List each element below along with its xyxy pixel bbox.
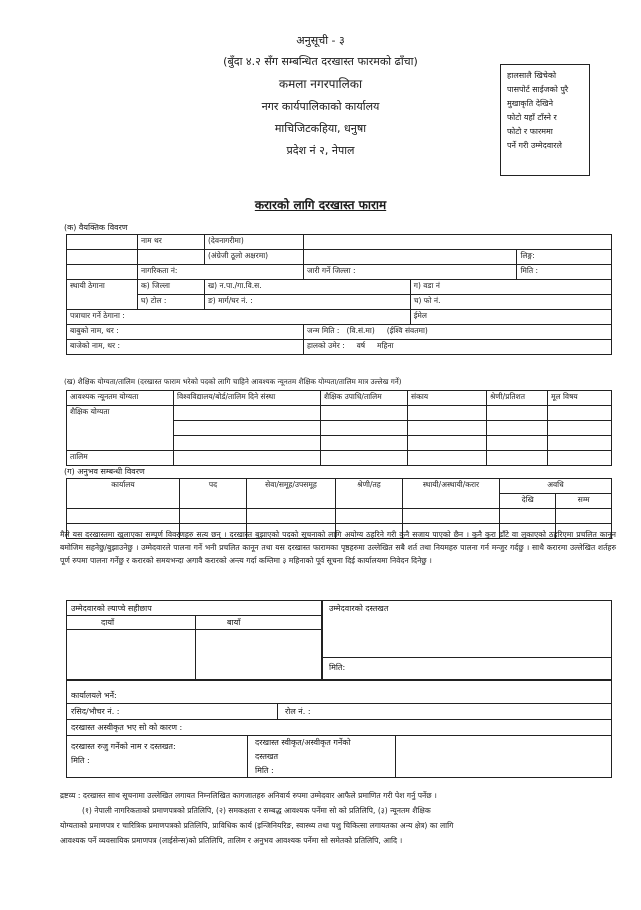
footnote-line: योग्यताको प्रमाणपत्र र चारित्रिक प्रमाणपत्रको प्रतिलिपि, प्राविधिक कार्य (इन्जिनियरिङ, स्वास्थ्य तथा पशु चिकित्सा लगायतका अन्य क्षेत्र) का लागि	[60, 821, 454, 830]
training-row-label: तालिम	[67, 451, 174, 466]
education-col-header: संकाय	[408, 391, 487, 406]
left-thumb-label: बायाँ	[227, 618, 241, 627]
province: प्रदेश नं २, नेपाल	[286, 144, 355, 157]
education-col-header: विश्वविद्यालय/बोर्ड/तालिम दिने संस्था	[174, 391, 321, 406]
candidate-sign-box[interactable]	[322, 600, 612, 680]
name-english-label: (अंग्रेजी ठूलो अक्षरमा)	[205, 250, 304, 265]
education-table	[66, 390, 612, 466]
district-label[interactable]: क) जिल्ला	[138, 280, 205, 295]
dob-field[interactable]	[304, 325, 612, 340]
office-entry-label: कार्यालयले भर्ने:	[71, 691, 117, 700]
office-section	[66, 680, 612, 778]
photo-note-line: पर्ने गरी उम्मेदवारले	[507, 141, 562, 150]
photo-note-line: पासपोर्ट साईजको पुरै	[507, 85, 569, 94]
email-label[interactable]: ईमेल	[410, 310, 611, 325]
roll-label[interactable]: रोल नं. :	[285, 707, 311, 716]
photo-note-line: हालसालै खिचेको	[507, 71, 557, 80]
candidate-sign-label: उम्मेदवारको दस्तखत	[329, 604, 389, 613]
age-field[interactable]	[304, 340, 612, 355]
office-location: माचिजिटकहिया, धनुषा	[274, 122, 367, 135]
annex-number: अनुसूची - ३	[296, 34, 345, 47]
footnote-line: द्रष्टव्य : दरखास्त साथ सूचनामा उल्लेखित लगायत निम्नलिखित कागजातहरु अनिवार्य रुपमा उम्मेदवार आफैले प्रमाणित गरी पेश गर्नु पर्नेछ ।	[60, 791, 437, 800]
experience-col-header: स्थायी/अस्थायी/करार	[403, 479, 500, 509]
experience-col-header: कार्यालय	[67, 479, 180, 509]
photo-note-line: फोटो यहाँ टाँस्ने र	[507, 113, 557, 122]
tole-label[interactable]: घ) टोल :	[138, 295, 205, 310]
education-col-header: मूल विषय	[548, 391, 612, 406]
period-header: अवधि	[500, 479, 612, 494]
candidate-date-label: मिति:	[329, 663, 346, 672]
footnote-line: आवश्यक पर्ने व्यवसायिक प्रमाणपत्र (लाईसेन्स)को प्रतिलिपि, तालिम र अनुभव आवश्यक पर्नेमा सो समेतको प्रतिलिपि, आदि ।	[60, 836, 403, 845]
municipality-name: कमला नगरपालिका	[278, 77, 363, 91]
personal-heading: (क) वैयक्तिक विवरण	[64, 223, 128, 232]
name-english-field[interactable]	[304, 250, 517, 265]
form-title: करारको लागि दरखास्त फाराम	[254, 198, 387, 212]
approver-signature-label[interactable]: दस्तखत	[255, 752, 279, 761]
age-year-label: वर्ष	[356, 341, 366, 350]
correspondence-label[interactable]: पत्राचार गर्ने ठेगाना :	[67, 310, 411, 325]
dob-ad-label: (ईश्वि संवतमा)	[386, 326, 428, 335]
name-devanagari-field[interactable]	[304, 235, 612, 250]
annex-subtitle: (बुँदा ४.२ सँग सम्बन्धित दरखास्त फारमको ढाँचा)	[223, 55, 418, 68]
right-thumb-label: दायाँ	[101, 618, 115, 627]
declaration-text: मैले यस दरखास्तमा खुलाएका सम्पूर्ण विवरणहरु सत्य छन् । दरखास्त बुझाएको पदको सूचनाको लागि अयोग्य ठहरिने गरी कुनै सजाय पाएको छैन । कुनै कुरा ढाँटे वा लुकाएको ठहरिएमा प्रचलित कानून बमोजिम सहनेछु/बुझाउनेछु । उम्मेदवारले पालना गर्ने भनी प्रचलित कानून तथा यस दरखास्त फारामका पृष्ठहरुमा उल्लेखित सबै शर्त तथा नियमहरु पालना गर्न मन्जुर गर्दछु । साथै करारमा उल्लेखित शर्तहरु पूर्ण रुपमा पालना गर्नेछु र करारको समयभन्दा अगावै करारको अन्त्य गर्दा कम्तिमा ३ महिनाको पूर्व सूचना दिई कार्यालयमा निवेदन दिनेछु ।	[60, 530, 616, 565]
issued-district-label[interactable]: जारी गर्ने जिल्ला :	[304, 265, 517, 280]
age-month-label: महिना	[377, 341, 394, 350]
photo-note-line: मुखाकृति देखिने	[507, 99, 554, 108]
municipality-label[interactable]: ख) न.पा./गा.वि.स.	[205, 280, 411, 295]
experience-col-header: पद	[180, 479, 247, 509]
road-label[interactable]: ङ) मार्ग/घर नं. :	[205, 295, 411, 310]
age-label: हालको उमेर :	[307, 341, 345, 350]
education-col-header: श्रेणी/प्रतिशत	[487, 391, 548, 406]
experience-heading: (ग) अनुभव सम्बन्धी विवरण	[64, 467, 145, 476]
father-name-label[interactable]: बाबुको नाम, थर :	[67, 325, 304, 340]
name-devanagari-label: (देवनागरीमा)	[205, 235, 304, 250]
footnote-line: (१) नेपाली नागरिकताको प्रमाणपत्रको प्रतिलिपि, (२) समकक्षता र सम्बद्ध आवश्यक पर्नेमा सो को प्रतिलिपि, (३) न्यूनतम शैक्षिक	[82, 806, 431, 815]
received-by-label[interactable]: दरखास्त रुजु गर्नेको नाम र दस्तखत:	[71, 742, 176, 751]
phone-label[interactable]: च) फो नं.	[410, 295, 611, 310]
date-label[interactable]: मिति :	[517, 265, 612, 280]
approver-label[interactable]: दरखास्त स्वीकृत/अस्वीकृत गर्नेको	[255, 738, 351, 747]
office-name: नगर कार्यपालिकाको कार्यालय	[261, 100, 380, 113]
fingerprint-box	[66, 600, 322, 680]
fingerprint-label: उम्मेदवारको ल्याप्चे सहीछाप	[71, 604, 152, 613]
dob-bs-label: (वि.सं.मा)	[346, 326, 375, 335]
ward-label[interactable]: ग) वडा नं	[410, 280, 611, 295]
approver-date-label[interactable]: मिति :	[255, 766, 274, 775]
gender-label[interactable]: लिङ्ग:	[517, 250, 612, 265]
education-col-header: शैक्षिक उपाधि/तालिम	[321, 391, 408, 406]
education-heading: (ख) शैक्षिक योग्यता/तालिम (दरखास्त फाराम भरेको पदको लागि चाहिने आवश्यक न्यूनतम शैक्षिक योग्यता/तालिम मात्र उल्लेख गर्ने)	[64, 377, 402, 386]
citizenship-label[interactable]: नागरिकता नं:	[138, 265, 304, 280]
experience-col-header: सेवा/समूह/उपसमूह	[247, 479, 336, 509]
experience-col-header: श्रेणी/तह	[336, 479, 403, 509]
rejection-reason-label[interactable]: दरखास्त अस्वीकृत भए सो को कारण :	[71, 723, 183, 732]
dob-label: जन्म मिति :	[307, 326, 340, 335]
education-row-label: शैक्षिक योग्यता	[67, 406, 174, 451]
permanent-address-label: स्थायी ठेगाना	[67, 280, 138, 310]
grandfather-name-label[interactable]: बाजेको नाम, थर :	[67, 340, 304, 355]
education-col-header: आवश्यक न्यूनतम योग्यता	[67, 391, 174, 406]
thumb-divider	[195, 615, 196, 679]
name-label: नाम थर	[138, 235, 205, 250]
photo-box[interactable]	[500, 64, 590, 176]
receipt-label[interactable]: रसिद/भौचर नं. :	[71, 707, 120, 716]
period-to-header: सम्म	[556, 494, 612, 509]
personal-table	[66, 234, 612, 355]
received-date-label[interactable]: मिति :	[71, 756, 90, 765]
period-from-header: देखि	[500, 494, 556, 509]
photo-note-line: फोटो र फारममा	[507, 127, 553, 136]
